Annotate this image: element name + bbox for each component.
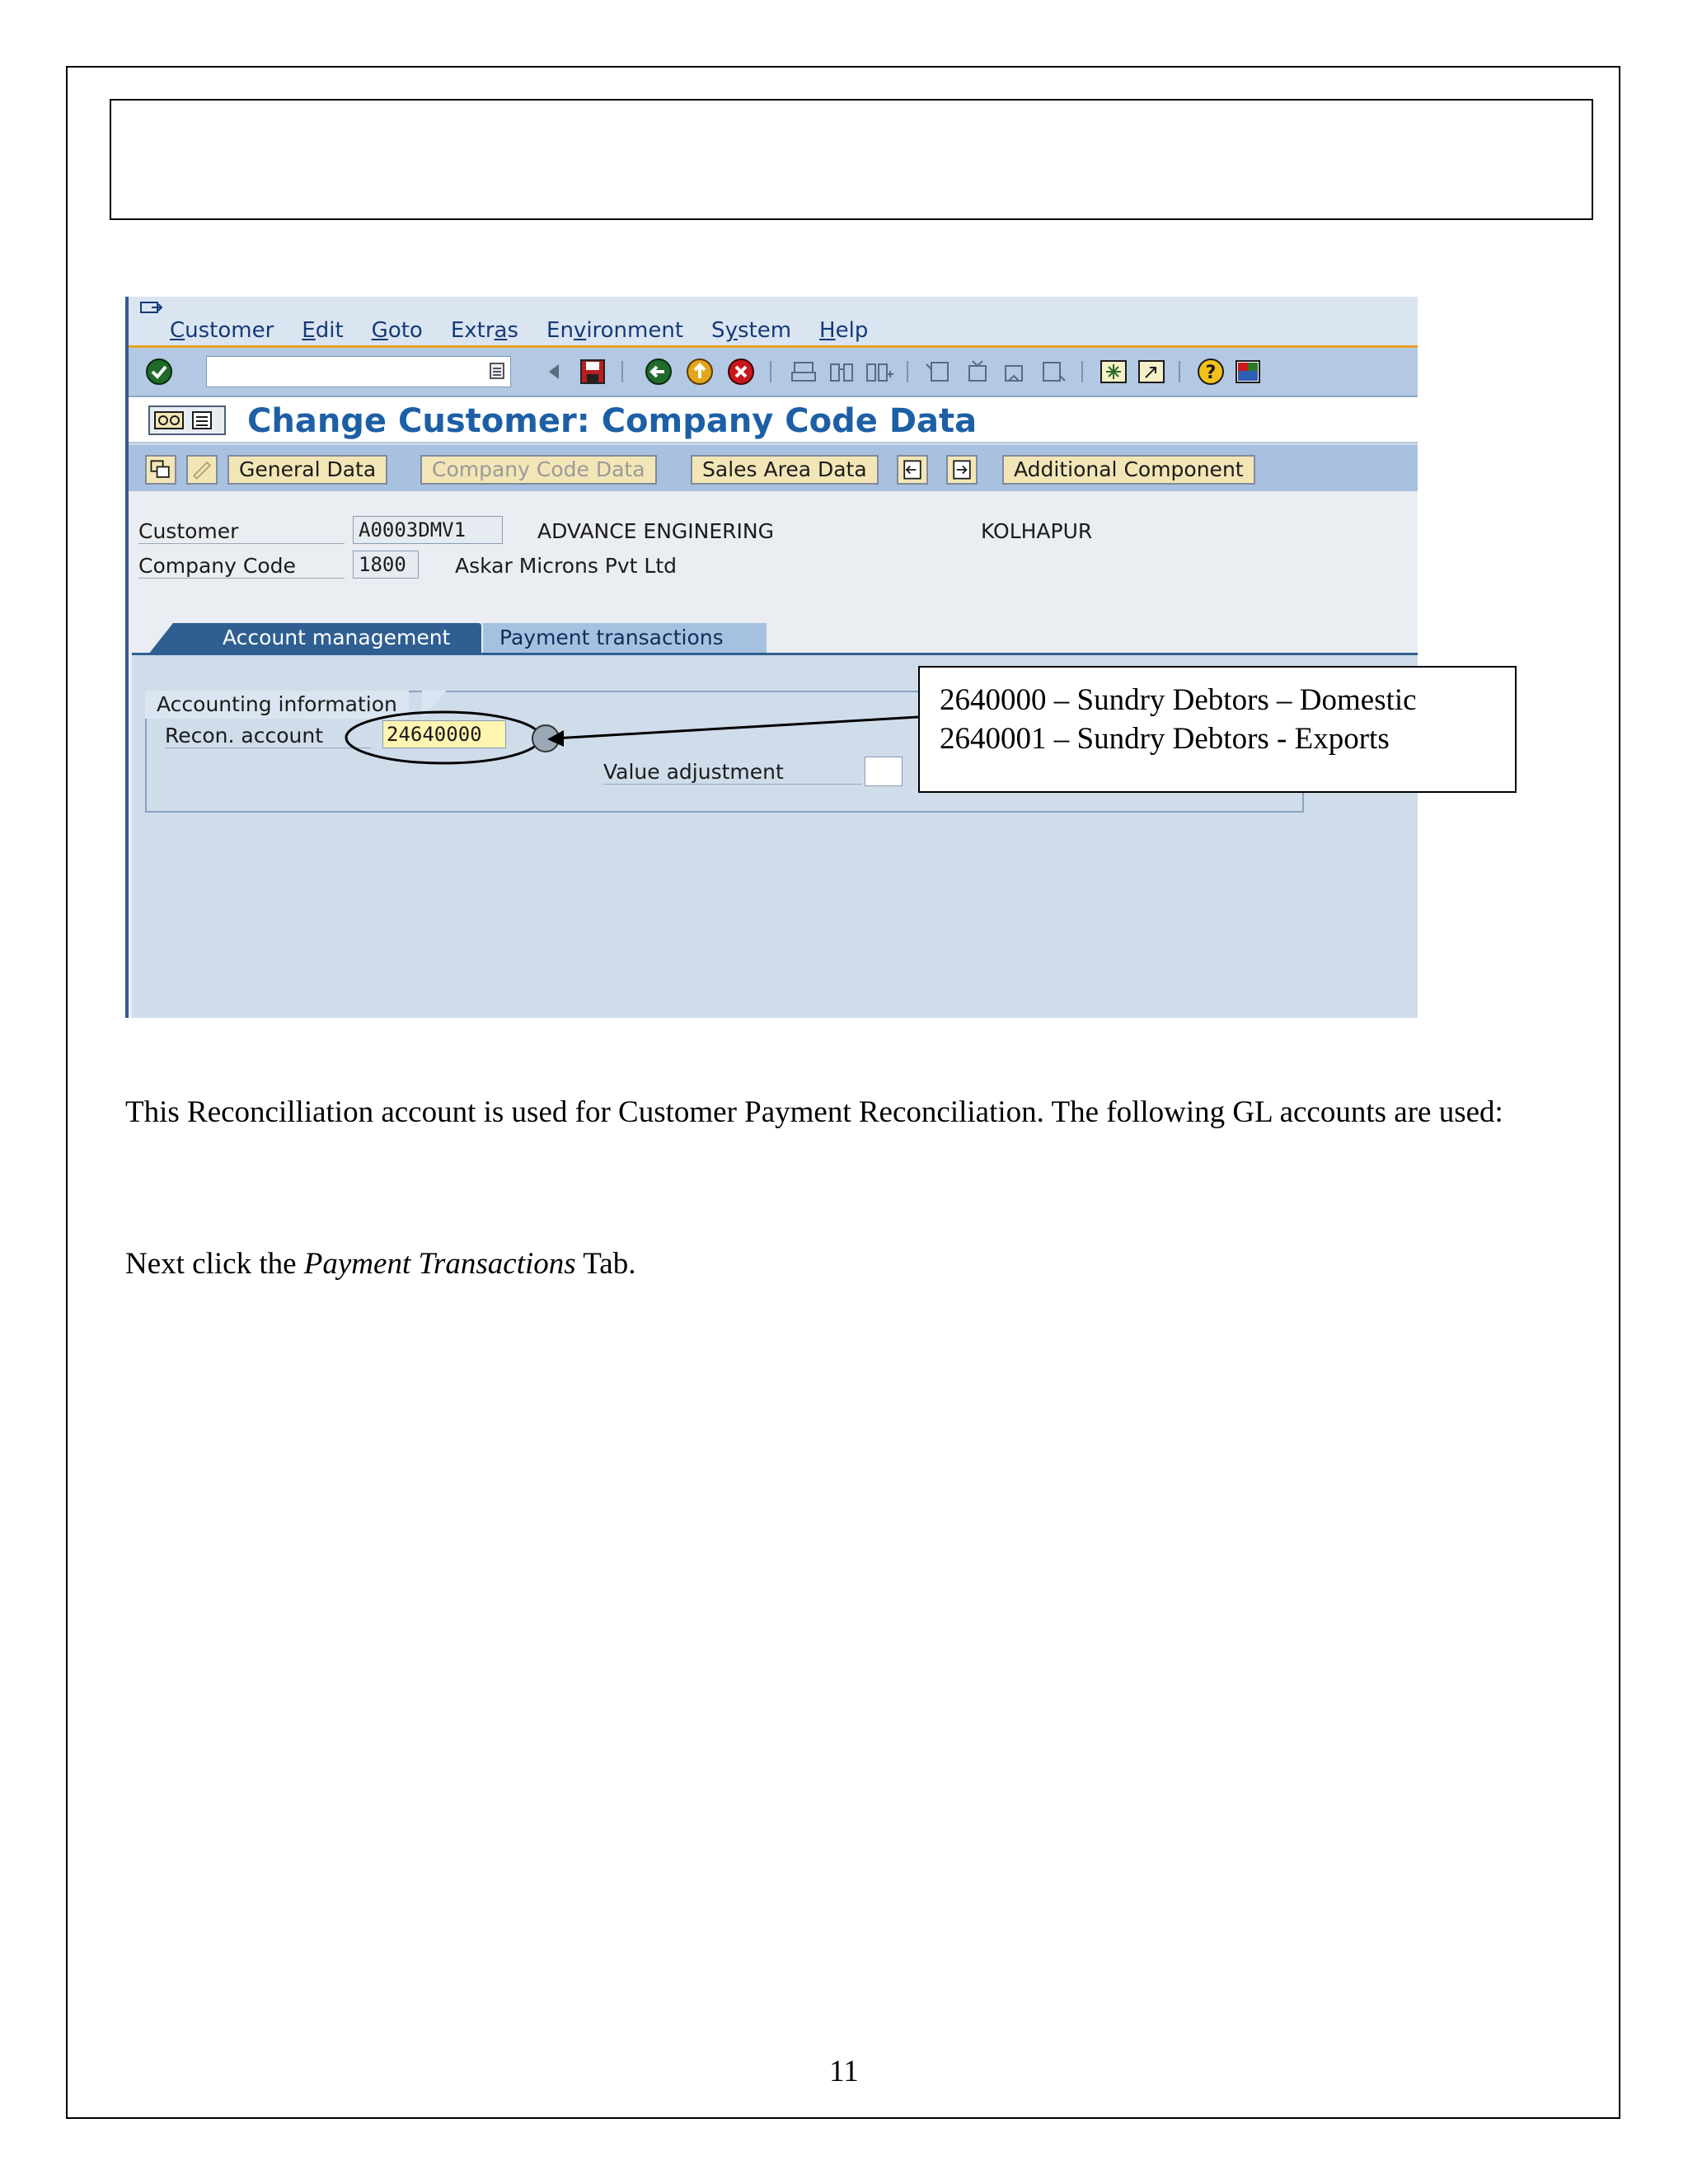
menu-accelerator: v: [573, 318, 587, 343]
additional-component-button[interactable]: Additional Component: [1002, 455, 1255, 485]
recon-account-input[interactable]: 24640000: [382, 720, 506, 748]
page-title: Change Customer: Company Code Data: [247, 402, 978, 440]
callout-line-domestic: 2640000 – Sundry Debtors – Domestic: [940, 683, 1417, 717]
callout-line-exports: 2640001 – Sundry Debtors - Exports: [940, 722, 1390, 756]
tab-payment-transactions[interactable]: Payment transactions: [483, 623, 767, 654]
menu-accelerator: a: [494, 318, 508, 343]
customer-city: KOLHAPUR: [981, 519, 1093, 543]
customer-name: ADVANCE ENGINERING: [537, 519, 774, 543]
company-code-field[interactable]: 1800: [353, 551, 419, 579]
general-data-button[interactable]: General Data: [227, 455, 387, 485]
company-code-label: Company Code: [138, 554, 345, 579]
menu-help[interactable]: Help: [819, 318, 869, 343]
menu-extras[interactable]: Extras: [450, 318, 519, 343]
instruction-suffix: Tab.: [575, 1247, 636, 1281]
company-name: Askar Microns Pvt Ltd: [455, 554, 678, 578]
menu-environment[interactable]: Environment: [546, 318, 684, 343]
callout-arrow: [554, 717, 918, 738]
instruction-prefix: Next click the: [125, 1247, 304, 1281]
menu-accelerator: C: [170, 318, 185, 343]
description-paragraph: This Reconcilliation account is used for Customer Payment Reconciliation. The following GL accounts are used:: [125, 1095, 1503, 1129]
menu-accelerator: y: [724, 318, 738, 343]
menu-system[interactable]: System: [711, 318, 792, 343]
menu-customer[interactable]: Customer: [170, 318, 274, 343]
company-code-data-button[interactable]: Company Code Data: [420, 455, 657, 485]
menu-accelerator: E: [302, 318, 316, 343]
menu-goto[interactable]: Goto: [371, 318, 423, 343]
page-number: 11: [829, 2055, 859, 2088]
customer-number-field[interactable]: A0003DMV1: [353, 516, 503, 544]
menu-accelerator: G: [371, 318, 388, 343]
value-adjustment-label: Value adjustment: [603, 760, 862, 785]
instruction-tab-name: Payment Transactions: [303, 1247, 576, 1281]
svg-text:?: ?: [1205, 363, 1217, 383]
recon-account-label: Recon. account: [165, 724, 371, 748]
gl-accounts-callout: [918, 666, 1517, 793]
group-title: Accounting information: [145, 691, 409, 719]
tab-account-management[interactable]: Account management: [173, 623, 480, 654]
sales-area-data-button[interactable]: Sales Area Data: [691, 455, 879, 485]
menu-edit[interactable]: Edit: [302, 318, 344, 343]
instruction-paragraph: [125, 1245, 635, 1283]
menu-accelerator: H: [819, 318, 836, 343]
highlight-ellipse: [346, 712, 541, 763]
customer-label: Customer: [138, 519, 345, 544]
